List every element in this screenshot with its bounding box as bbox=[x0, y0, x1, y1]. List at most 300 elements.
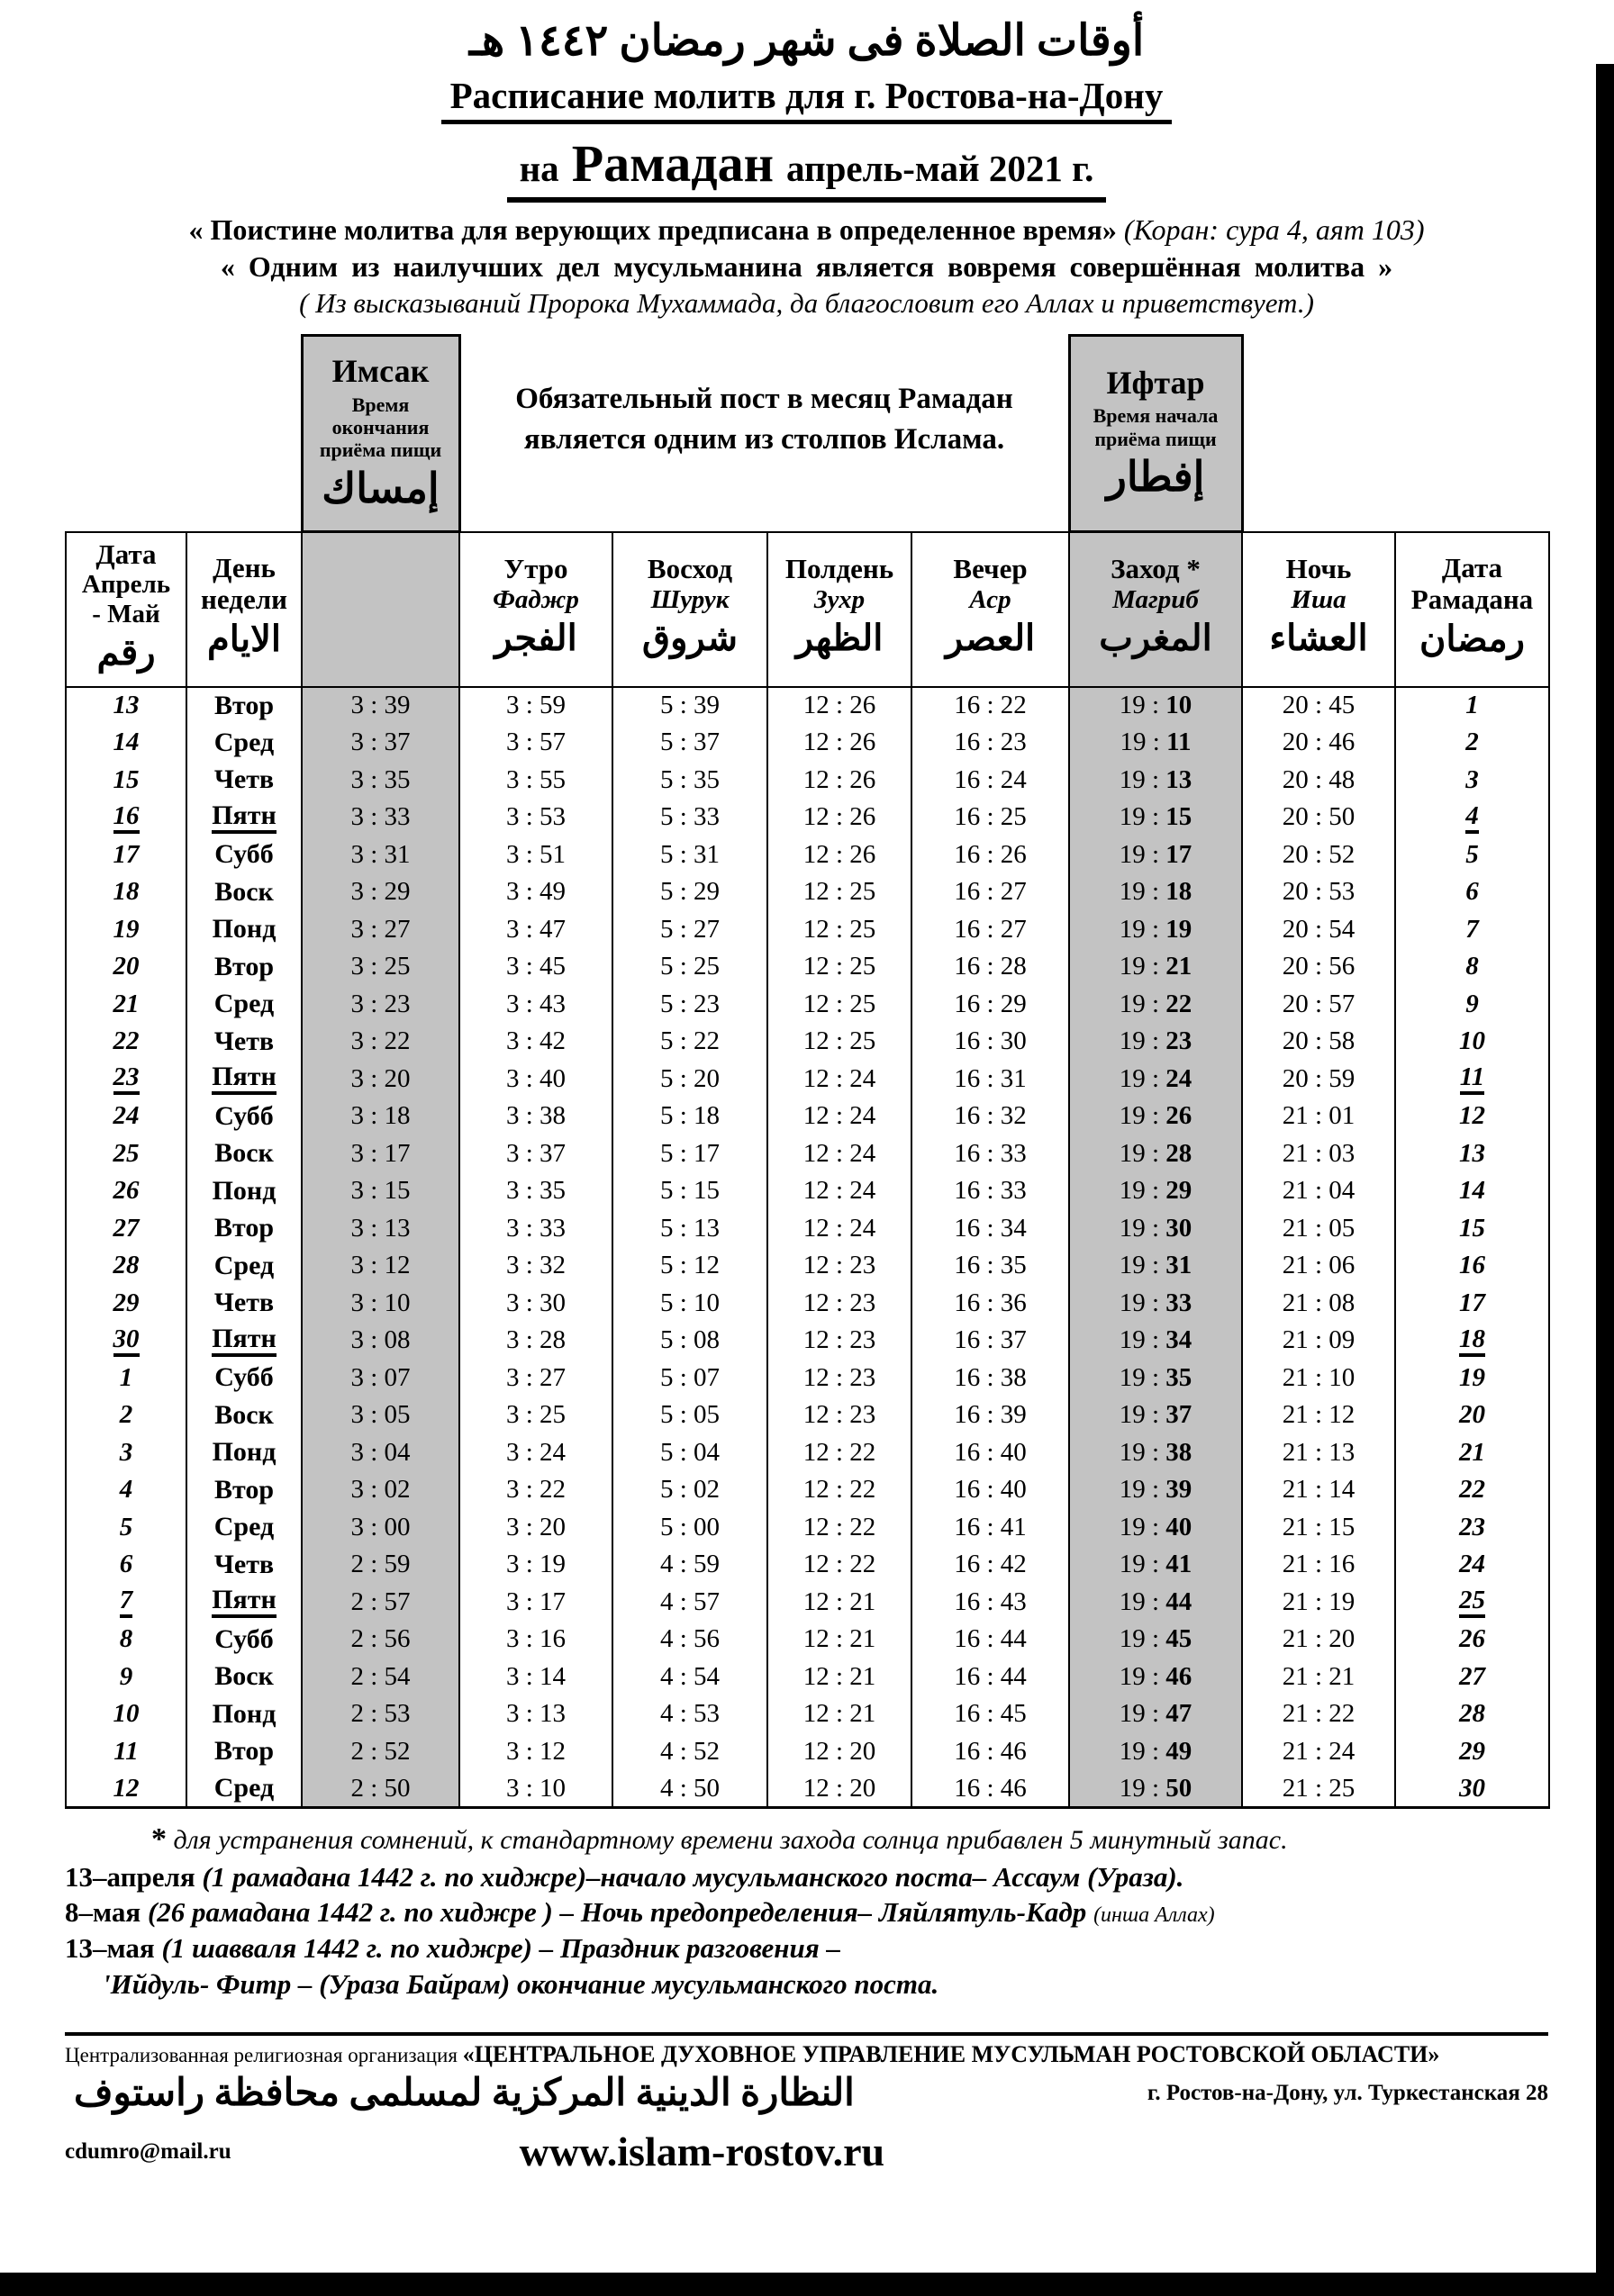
table-row bbox=[66, 1360, 1549, 1397]
isha-time: 21 : 12 bbox=[1282, 1400, 1356, 1430]
maghrib-time: 19 : 10 bbox=[1119, 691, 1192, 720]
fajr-time: 3 : 35 bbox=[505, 1176, 567, 1206]
zuhr-time: 12 : 23 bbox=[802, 1325, 876, 1355]
maghrib-time: 19 : 17 bbox=[1119, 839, 1192, 869]
fajr-time: 3 : 17 bbox=[505, 1586, 567, 1616]
date-april-may: 7 bbox=[120, 1587, 133, 1618]
iftar-arabic: إفطار bbox=[1106, 454, 1205, 500]
isha-time: 20 : 52 bbox=[1282, 839, 1356, 869]
asr-time: 16 : 26 bbox=[954, 839, 1027, 869]
table-row bbox=[66, 911, 1549, 949]
col-header-date-ramadan: Дата Рамадана رمضان bbox=[1395, 532, 1549, 687]
subtitle-ramadan: Рамадан bbox=[571, 134, 774, 193]
date-ramadan: 18 bbox=[1459, 1326, 1485, 1357]
note-fast-start: 13–апреля (1 рамадана 1442 г. по хиджре)–начало мусульманского поста– Ассаум (Ураза). bbox=[65, 1860, 1184, 1893]
asr-time: 16 : 28 bbox=[954, 952, 1027, 981]
zuhr-time: 12 : 25 bbox=[802, 877, 876, 907]
date-ramadan: 2 bbox=[1465, 728, 1479, 757]
isha-time: 21 : 19 bbox=[1282, 1586, 1356, 1616]
asr-time: 16 : 29 bbox=[954, 989, 1027, 1018]
fajr-time: 3 : 33 bbox=[505, 1213, 567, 1243]
zuhr-time: 12 : 21 bbox=[802, 1624, 876, 1654]
maghrib-time: 19 : 19 bbox=[1119, 914, 1192, 944]
fajr-time: 3 : 53 bbox=[505, 802, 567, 832]
maghrib-time: 19 : 50 bbox=[1119, 1773, 1192, 1803]
zuhr-time: 12 : 26 bbox=[802, 691, 876, 720]
imsak-time: 3 : 05 bbox=[350, 1400, 411, 1430]
arabic-title: أوقات الصلاة فى شهر رمضان ١٤٤٢ هـ bbox=[468, 17, 1145, 65]
isha-time: 21 : 15 bbox=[1282, 1512, 1356, 1541]
isha-time: 20 : 48 bbox=[1282, 764, 1356, 794]
isha-time: 20 : 46 bbox=[1282, 728, 1356, 757]
table-row bbox=[66, 1770, 1549, 1808]
fajr-time: 3 : 20 bbox=[505, 1512, 567, 1541]
date-april-may: 5 bbox=[119, 1512, 133, 1541]
zuhr-time: 12 : 22 bbox=[802, 1550, 876, 1579]
date-april-may: 16 bbox=[113, 803, 140, 834]
weekday: Втор bbox=[213, 1736, 275, 1767]
date-ramadan: 9 bbox=[1465, 989, 1479, 1018]
table-row bbox=[66, 948, 1549, 986]
shuruk-time: 5 : 07 bbox=[659, 1362, 721, 1392]
asr-time: 16 : 40 bbox=[954, 1475, 1027, 1505]
asr-time: 16 : 46 bbox=[954, 1773, 1027, 1803]
maghrib-time: 19 : 37 bbox=[1119, 1400, 1192, 1430]
asr-time: 16 : 44 bbox=[954, 1624, 1027, 1654]
asr-time: 16 : 35 bbox=[954, 1251, 1027, 1280]
footnote-sunset: * для устранения сомнений, к стандартному времени захода солнца прибавлен 5 минутный запас. bbox=[151, 1822, 1288, 1856]
maghrib-time: 19 : 35 bbox=[1119, 1362, 1192, 1392]
weekday: Понд bbox=[212, 1437, 277, 1468]
date-april-may: 14 bbox=[113, 728, 140, 757]
fajr-time: 3 : 32 bbox=[505, 1251, 567, 1280]
date-ramadan: 20 bbox=[1459, 1400, 1485, 1430]
table-row bbox=[66, 1659, 1549, 1696]
weekday: Воск bbox=[214, 1138, 274, 1169]
imsak-time: 2 : 56 bbox=[350, 1624, 411, 1654]
date-ramadan: 16 bbox=[1459, 1251, 1485, 1280]
col-header-weekday: День недели الايام bbox=[186, 532, 302, 687]
weekday: Сред bbox=[213, 1250, 275, 1280]
weekday: Воск bbox=[214, 1661, 274, 1692]
zuhr-time: 12 : 21 bbox=[802, 1699, 876, 1729]
table-row bbox=[66, 1434, 1549, 1472]
date-april-may: 10 bbox=[113, 1699, 140, 1729]
table-row bbox=[66, 1172, 1549, 1210]
fajr-time: 3 : 55 bbox=[505, 764, 567, 794]
date-ramadan: 15 bbox=[1459, 1213, 1485, 1243]
fajr-time: 3 : 30 bbox=[505, 1288, 567, 1317]
maghrib-time: 19 : 39 bbox=[1119, 1475, 1192, 1505]
date-april-may: 28 bbox=[113, 1251, 140, 1280]
table-row bbox=[66, 1621, 1549, 1659]
date-ramadan: 28 bbox=[1459, 1699, 1485, 1729]
shuruk-time: 5 : 12 bbox=[659, 1251, 721, 1280]
zuhr-time: 12 : 20 bbox=[802, 1736, 876, 1766]
fajr-time: 3 : 38 bbox=[505, 1101, 567, 1131]
subtitle-prefix: на bbox=[519, 148, 559, 189]
weekday: Втор bbox=[213, 690, 275, 720]
hadith-quote: « Одним из наилучших дел мусульманина является вовремя совершённая молитва » bbox=[220, 250, 1393, 283]
asr-time: 16 : 46 bbox=[954, 1736, 1027, 1766]
isha-time: 21 : 24 bbox=[1282, 1736, 1356, 1766]
prayer-schedule-table bbox=[65, 334, 1550, 1809]
shuruk-time: 5 : 25 bbox=[659, 952, 721, 981]
imsak-time: 3 : 37 bbox=[350, 728, 411, 757]
fajr-time: 3 : 28 bbox=[505, 1325, 567, 1355]
shuruk-time: 5 : 15 bbox=[659, 1176, 721, 1206]
isha-time: 21 : 14 bbox=[1282, 1475, 1356, 1505]
isha-time: 21 : 16 bbox=[1282, 1550, 1356, 1579]
date-april-may: 30 bbox=[113, 1326, 140, 1357]
date-april-may: 22 bbox=[113, 1026, 140, 1056]
date-april-may: 17 bbox=[113, 839, 140, 869]
zuhr-time: 12 : 25 bbox=[802, 1026, 876, 1056]
weekday: Втор bbox=[213, 951, 275, 981]
fajr-time: 3 : 45 bbox=[505, 952, 567, 981]
zuhr-time: 12 : 24 bbox=[802, 1213, 876, 1243]
shuruk-time: 4 : 56 bbox=[659, 1624, 721, 1654]
maghrib-time: 19 : 44 bbox=[1119, 1586, 1192, 1616]
col-header-fajr: Утро Фаджр الفجر bbox=[459, 532, 612, 687]
maghrib-time: 19 : 24 bbox=[1119, 1063, 1192, 1093]
date-april-may: 12 bbox=[113, 1773, 140, 1803]
date-ramadan: 3 bbox=[1465, 764, 1479, 794]
date-april-may: 11 bbox=[113, 1736, 139, 1766]
maghrib-time: 19 : 38 bbox=[1119, 1437, 1192, 1467]
imsak-time: 3 : 39 bbox=[350, 691, 411, 720]
imsak-time: 2 : 54 bbox=[350, 1661, 411, 1691]
asr-time: 16 : 39 bbox=[954, 1400, 1027, 1430]
imsak-arabic: إمساك bbox=[322, 465, 440, 511]
imsak-time: 2 : 53 bbox=[350, 1699, 411, 1729]
asr-time: 16 : 36 bbox=[954, 1288, 1027, 1317]
col-header-imsak bbox=[302, 532, 459, 687]
isha-time: 21 : 10 bbox=[1282, 1362, 1356, 1392]
fajr-time: 3 : 19 bbox=[505, 1550, 567, 1579]
asr-time: 16 : 22 bbox=[954, 691, 1027, 720]
asr-time: 16 : 33 bbox=[954, 1138, 1027, 1168]
fajr-time: 3 : 27 bbox=[505, 1362, 567, 1392]
date-ramadan: 5 bbox=[1465, 839, 1479, 869]
weekday: Сред bbox=[213, 989, 275, 1019]
subtitle-dates: апрель-май 2021 г. bbox=[785, 148, 1094, 189]
date-april-may: 23 bbox=[113, 1064, 140, 1095]
date-ramadan: 21 bbox=[1459, 1437, 1485, 1467]
hadith-attribution: ( Из высказываний Пророка Мухаммада, да благословит его Аллах и приветствует.) bbox=[299, 287, 1314, 319]
website: www.islam-rostov.ru bbox=[519, 2129, 885, 2175]
maghrib-time: 19 : 26 bbox=[1119, 1101, 1192, 1131]
date-ramadan: 27 bbox=[1459, 1661, 1485, 1691]
zuhr-time: 12 : 25 bbox=[802, 952, 876, 981]
date-april-may: 26 bbox=[113, 1176, 140, 1206]
date-ramadan: 22 bbox=[1459, 1475, 1485, 1505]
zuhr-time: 12 : 24 bbox=[802, 1063, 876, 1093]
weekday: Сред bbox=[213, 1773, 275, 1803]
weekday: Понд bbox=[212, 914, 277, 945]
maghrib-time: 19 : 40 bbox=[1119, 1512, 1192, 1541]
asr-time: 16 : 41 bbox=[954, 1512, 1027, 1541]
date-ramadan: 25 bbox=[1459, 1587, 1485, 1618]
maghrib-time: 19 : 47 bbox=[1119, 1699, 1192, 1729]
imsak-time: 2 : 57 bbox=[350, 1586, 411, 1616]
quran-quote: « Поистине молитва для верующих предписана в определенное время» (Коран: сура 4, аят 103) bbox=[188, 213, 1425, 246]
zuhr-time: 12 : 23 bbox=[802, 1362, 876, 1392]
asr-time: 16 : 24 bbox=[954, 764, 1027, 794]
date-ramadan: 24 bbox=[1459, 1550, 1485, 1579]
address: г. Ростов-на-Дону, ул. Туркестанская 28 bbox=[1147, 2081, 1548, 2106]
imsak-time: 3 : 20 bbox=[350, 1063, 411, 1093]
document-page bbox=[65, 14, 1548, 2175]
isha-time: 21 : 21 bbox=[1282, 1661, 1356, 1691]
fajr-time: 3 : 14 bbox=[505, 1661, 567, 1691]
isha-time: 21 : 03 bbox=[1282, 1138, 1356, 1168]
isha-time: 21 : 01 bbox=[1282, 1101, 1356, 1131]
date-ramadan: 13 bbox=[1459, 1138, 1485, 1168]
col-header-shuruk: Восход Шурук شروق bbox=[612, 532, 767, 687]
zuhr-time: 12 : 21 bbox=[802, 1586, 876, 1616]
weekday: Субб bbox=[214, 1362, 274, 1393]
zuhr-time: 12 : 26 bbox=[802, 839, 876, 869]
asr-time: 16 : 42 bbox=[954, 1550, 1027, 1579]
organization-name: «ЦЕНТРАЛЬНОЕ ДУХОВНОЕ УПРАВЛЕНИЕ МУСУЛЬМАН РОСТОВСКОЙ ОБЛАСТИ» bbox=[462, 2041, 1440, 2068]
date-april-may: 2 bbox=[119, 1400, 133, 1430]
imsak-time: 3 : 33 bbox=[350, 802, 411, 832]
zuhr-time: 12 : 21 bbox=[802, 1661, 876, 1691]
isha-time: 21 : 25 bbox=[1282, 1773, 1356, 1803]
note-laylatul-qadr: 8–мая (26 рамадана 1442 г. по хиджре ) – Ночь предопределения– Ляйлятуль-Кадр (инша Аллах) bbox=[65, 1896, 1215, 1929]
isha-time: 21 : 09 bbox=[1282, 1325, 1356, 1355]
date-ramadan: 8 bbox=[1465, 952, 1479, 981]
table-row bbox=[66, 687, 1549, 725]
zuhr-time: 12 : 22 bbox=[802, 1437, 876, 1467]
col-header-asr: Вечер Аср العصر bbox=[911, 532, 1069, 687]
table-row bbox=[66, 1285, 1549, 1323]
imsak-time: 3 : 08 bbox=[350, 1325, 411, 1355]
maghrib-time: 19 : 11 bbox=[1120, 728, 1192, 757]
scan-border-right bbox=[1596, 64, 1614, 2296]
imsak-time: 3 : 15 bbox=[350, 1176, 411, 1206]
zuhr-time: 12 : 23 bbox=[802, 1251, 876, 1280]
fajr-time: 3 : 16 bbox=[505, 1624, 567, 1654]
email: cdumro@mail.ru bbox=[65, 2138, 231, 2164]
imsak-time: 2 : 50 bbox=[350, 1773, 411, 1803]
isha-time: 20 : 58 bbox=[1282, 1026, 1356, 1056]
isha-time: 20 : 59 bbox=[1282, 1063, 1356, 1093]
maghrib-time: 19 : 15 bbox=[1119, 802, 1192, 832]
table-row bbox=[66, 1098, 1549, 1135]
weekday: Пятн bbox=[212, 1325, 277, 1357]
imsak-time: 3 : 25 bbox=[350, 952, 411, 981]
isha-time: 20 : 53 bbox=[1282, 877, 1356, 907]
table-row bbox=[66, 1210, 1549, 1248]
shuruk-time: 5 : 23 bbox=[659, 989, 721, 1018]
footer-divider bbox=[65, 2032, 1548, 2036]
zuhr-time: 12 : 23 bbox=[802, 1288, 876, 1317]
date-ramadan: 12 bbox=[1459, 1101, 1485, 1131]
table-row bbox=[66, 1247, 1549, 1285]
zuhr-time: 12 : 23 bbox=[802, 1400, 876, 1430]
shuruk-time: 4 : 57 bbox=[659, 1586, 721, 1616]
date-april-may: 1 bbox=[119, 1362, 133, 1392]
zuhr-time: 12 : 20 bbox=[802, 1773, 876, 1803]
table-row bbox=[66, 1509, 1549, 1547]
weekday: Субб bbox=[214, 1100, 274, 1131]
shuruk-time: 4 : 53 bbox=[659, 1699, 721, 1729]
fajr-time: 3 : 47 bbox=[505, 914, 567, 944]
imsak-time: 3 : 17 bbox=[350, 1138, 411, 1168]
shuruk-time: 5 : 17 bbox=[659, 1138, 721, 1168]
asr-time: 16 : 38 bbox=[954, 1362, 1027, 1392]
shuruk-time: 4 : 59 bbox=[659, 1550, 721, 1579]
shuruk-time: 5 : 13 bbox=[659, 1213, 721, 1243]
table-row bbox=[66, 724, 1549, 762]
date-april-may: 19 bbox=[113, 914, 140, 944]
imsak-title: Имсак bbox=[331, 353, 430, 390]
notes-section bbox=[65, 1820, 1548, 2002]
zuhr-time: 12 : 24 bbox=[802, 1101, 876, 1131]
date-april-may: 29 bbox=[113, 1288, 140, 1317]
date-ramadan: 4 bbox=[1465, 803, 1479, 834]
date-ramadan: 14 bbox=[1459, 1176, 1485, 1206]
date-ramadan: 23 bbox=[1459, 1512, 1485, 1541]
fajr-time: 3 : 22 bbox=[505, 1475, 567, 1505]
note-eid-fitr: 'Ийдуль- Фитр – (Ураза Байрам) окончание мусульманского поста. bbox=[103, 1967, 939, 2000]
banner-spacer-left bbox=[66, 336, 302, 532]
shuruk-time: 5 : 08 bbox=[659, 1325, 721, 1355]
col-header-maghrib: Заход * Магриб المغرب bbox=[1069, 532, 1242, 687]
maghrib-time: 19 : 31 bbox=[1119, 1251, 1192, 1280]
zuhr-time: 12 : 26 bbox=[802, 802, 876, 832]
weekday: Понд bbox=[212, 1698, 277, 1729]
isha-time: 21 : 13 bbox=[1282, 1437, 1356, 1467]
date-ramadan: 30 bbox=[1459, 1773, 1485, 1803]
imsak-time: 3 : 00 bbox=[350, 1512, 411, 1541]
shuruk-time: 5 : 02 bbox=[659, 1475, 721, 1505]
table-row bbox=[66, 836, 1549, 874]
asr-time: 16 : 40 bbox=[954, 1437, 1027, 1467]
imsak-time: 3 : 22 bbox=[350, 1026, 411, 1056]
date-april-may: 9 bbox=[119, 1661, 133, 1691]
maghrib-time: 19 : 30 bbox=[1119, 1213, 1192, 1243]
maghrib-time: 19 : 13 bbox=[1119, 764, 1192, 794]
weekday: Субб bbox=[214, 839, 274, 870]
maghrib-time: 19 : 21 bbox=[1119, 952, 1192, 981]
table-row bbox=[66, 1023, 1549, 1061]
date-ramadan: 26 bbox=[1459, 1624, 1485, 1654]
zuhr-time: 12 : 22 bbox=[802, 1475, 876, 1505]
main-title: Расписание молитв для г. Ростова-на-Дону bbox=[65, 74, 1548, 124]
weekday: Сред bbox=[213, 1512, 275, 1542]
zuhr-time: 12 : 25 bbox=[802, 914, 876, 944]
maghrib-time: 19 : 22 bbox=[1119, 989, 1192, 1018]
asr-time: 16 : 27 bbox=[954, 877, 1027, 907]
date-ramadan: 7 bbox=[1465, 914, 1479, 944]
fajr-time: 3 : 10 bbox=[505, 1773, 567, 1803]
zuhr-time: 12 : 24 bbox=[802, 1138, 876, 1168]
table-row bbox=[66, 1733, 1549, 1771]
imsak-time: 3 : 04 bbox=[350, 1437, 411, 1467]
asr-time: 16 : 31 bbox=[954, 1063, 1027, 1093]
date-ramadan: 19 bbox=[1459, 1362, 1485, 1392]
isha-time: 20 : 45 bbox=[1282, 691, 1356, 720]
shuruk-time: 4 : 54 bbox=[659, 1661, 721, 1691]
imsak-time: 3 : 35 bbox=[350, 764, 411, 794]
shuruk-time: 5 : 39 bbox=[659, 691, 721, 720]
weekday: Пятн bbox=[212, 802, 277, 834]
isha-time: 21 : 06 bbox=[1282, 1251, 1356, 1280]
asr-time: 16 : 27 bbox=[954, 914, 1027, 944]
weekday: Понд bbox=[212, 1175, 277, 1206]
asr-time: 16 : 45 bbox=[954, 1699, 1027, 1729]
fajr-time: 3 : 59 bbox=[505, 691, 567, 720]
shuruk-time: 5 : 27 bbox=[659, 914, 721, 944]
isha-time: 20 : 57 bbox=[1282, 989, 1356, 1018]
imsak-time: 3 : 02 bbox=[350, 1475, 411, 1505]
maghrib-time: 19 : 18 bbox=[1119, 877, 1192, 907]
asr-time: 16 : 33 bbox=[954, 1176, 1027, 1206]
note-eid: 13–мая (1 шавваля 1442 г. по хиджре) – Праздник разговения – bbox=[65, 1931, 840, 1964]
fajr-time: 3 : 13 bbox=[505, 1699, 567, 1729]
shuruk-time: 4 : 52 bbox=[659, 1736, 721, 1766]
table-header-row bbox=[66, 532, 1549, 687]
imsak-box bbox=[302, 336, 459, 532]
imsak-time: 3 : 10 bbox=[350, 1288, 411, 1317]
quran-reference: (Коран: сура 4, аят 103) bbox=[1123, 213, 1425, 246]
weekday: Воск bbox=[214, 876, 274, 907]
table-row bbox=[66, 986, 1549, 1024]
imsak-time: 3 : 23 bbox=[350, 989, 411, 1018]
table-row bbox=[66, 1322, 1549, 1360]
schedule-body bbox=[66, 687, 1549, 1808]
ramadan-subtitle bbox=[65, 133, 1548, 203]
iftar-box bbox=[1069, 336, 1242, 532]
fajr-time: 3 : 42 bbox=[505, 1026, 567, 1056]
table-row bbox=[66, 799, 1549, 836]
date-april-may: 6 bbox=[119, 1550, 133, 1579]
imsak-time: 3 : 13 bbox=[350, 1213, 411, 1243]
weekday: Пятн bbox=[212, 1063, 277, 1095]
date-april-may: 13 bbox=[113, 691, 140, 720]
date-april-may: 21 bbox=[113, 989, 140, 1018]
isha-time: 21 : 04 bbox=[1282, 1176, 1356, 1206]
date-april-may: 3 bbox=[119, 1437, 133, 1467]
maghrib-time: 19 : 34 bbox=[1119, 1325, 1192, 1355]
asr-time: 16 : 34 bbox=[954, 1213, 1027, 1243]
isha-time: 20 : 56 bbox=[1282, 952, 1356, 981]
imsak-time: 3 : 18 bbox=[350, 1101, 411, 1131]
weekday: Пятн bbox=[212, 1586, 277, 1618]
date-april-may: 24 bbox=[113, 1101, 140, 1131]
asr-time: 16 : 32 bbox=[954, 1101, 1027, 1131]
shuruk-time: 5 : 05 bbox=[659, 1400, 721, 1430]
isha-time: 21 : 08 bbox=[1282, 1288, 1356, 1317]
weekday: Втор bbox=[213, 1474, 275, 1505]
fajr-time: 3 : 12 bbox=[505, 1736, 567, 1766]
imsak-time: 2 : 52 bbox=[350, 1736, 411, 1766]
weekday: Четв bbox=[213, 764, 275, 795]
table-row bbox=[66, 1546, 1549, 1584]
asr-time: 16 : 23 bbox=[954, 728, 1027, 757]
fajr-time: 3 : 25 bbox=[505, 1400, 567, 1430]
shuruk-time: 5 : 33 bbox=[659, 802, 721, 832]
asr-time: 16 : 43 bbox=[954, 1586, 1027, 1616]
weekday: Субб bbox=[214, 1623, 274, 1654]
fajr-time: 3 : 51 bbox=[505, 839, 567, 869]
zuhr-time: 12 : 22 bbox=[802, 1512, 876, 1541]
scan-border-bottom bbox=[0, 2273, 1614, 2296]
date-ramadan: 29 bbox=[1459, 1736, 1485, 1766]
